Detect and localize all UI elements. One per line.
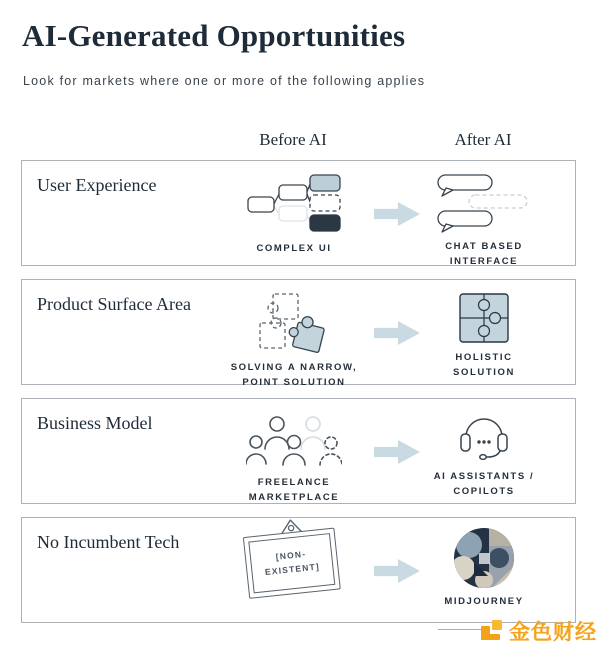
midjourney-image: [454, 528, 514, 588]
table-row: [21, 398, 576, 504]
page-title: AI-Generated Opportunities: [22, 18, 406, 53]
sign-text: [NON- EXISTENT]: [248, 533, 335, 593]
row-label: Product Surface Area: [37, 294, 191, 314]
column-header-before-ai: Before AI: [259, 130, 327, 149]
page-subtitle: Look for markets where one or more of the following applies: [23, 74, 426, 88]
table-row: [21, 517, 576, 623]
figure-caption: COMPLEX UI: [256, 243, 332, 254]
complex-ui-icon: [246, 173, 342, 235]
figure-caption: CHAT BASED INTERFACE: [445, 241, 523, 267]
after-cell: [399, 409, 569, 499]
watermark-logo-icon: [478, 617, 506, 645]
table-row: [21, 279, 576, 388]
after-cell: [399, 292, 569, 380]
watermark-text: 金色财经: [509, 621, 597, 644]
after-cell: [399, 173, 569, 269]
after-cell: [399, 528, 569, 610]
before-cell: [209, 415, 379, 505]
column-header-after-ai: After AI: [454, 130, 512, 149]
sign-frame: [243, 528, 341, 599]
before-cell: [209, 518, 379, 598]
figure-caption: HOLISTIC SOLUTION: [453, 352, 515, 378]
table-row: [21, 160, 576, 266]
watermark: [478, 616, 597, 646]
figure-caption: SOLVING A NARROW, POINT SOLUTION: [230, 362, 358, 388]
empty-sign-icon: [243, 527, 345, 603]
figure-caption: AI ASSISTANTS / COPILOTS: [433, 471, 535, 497]
before-cell: [209, 173, 379, 257]
headset-icon: [456, 409, 512, 463]
chat-bubbles-icon: [436, 173, 532, 233]
row-label: User Experience: [37, 175, 157, 195]
puzzle-piece-icon: [257, 292, 331, 354]
people-group-icon: [246, 415, 342, 469]
before-cell: [209, 292, 379, 390]
row-label: Business Model: [37, 413, 153, 433]
row-label: No Incumbent Tech: [37, 532, 180, 552]
puzzle-complete-icon: [458, 292, 510, 344]
figure-caption: MIDJOURNEY: [444, 596, 524, 607]
figure-caption: FREELANCE MARKETPLACE: [248, 477, 340, 503]
